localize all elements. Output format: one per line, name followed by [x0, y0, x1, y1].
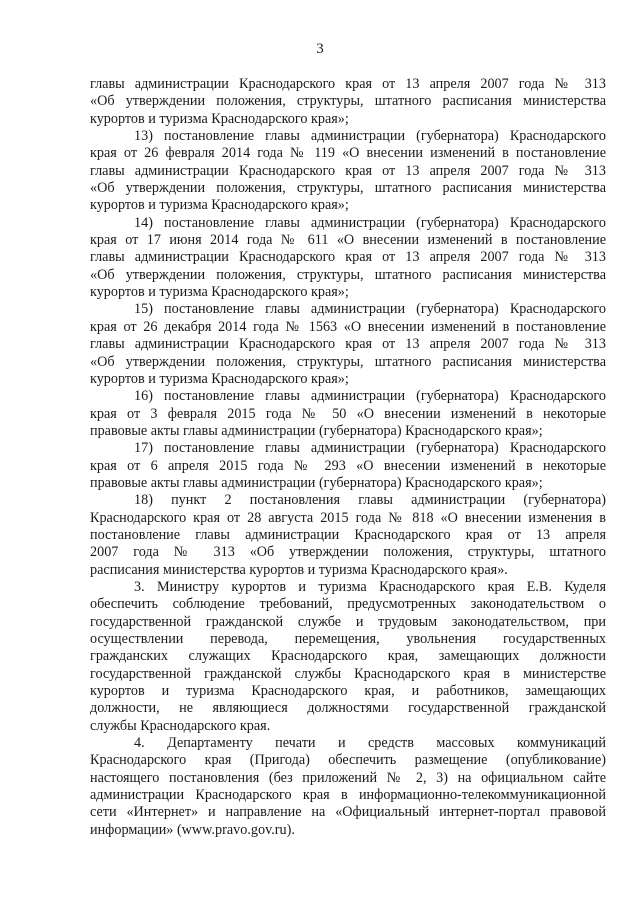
text-line: службы Краснодарского края.	[90, 717, 271, 734]
text-line: правовые акты главы администрации (губернатора) Краснодарского края»;	[90, 474, 543, 491]
paragraph	[90, 735, 606, 839]
text-line: курортов и туризма Краснодарского края»;	[90, 197, 349, 214]
text-line: курортов и туризма Краснодарского края»;	[90, 110, 349, 127]
text-line: края от 6 апреля 2015 года № 293 «О внесении изменений в некоторые	[90, 457, 606, 474]
text-line: «Об утверждении положения, структуры, штатного расписания министерства	[90, 353, 606, 370]
text-line: 15) постановление главы администрации (губернатора) Краснодарского	[134, 301, 606, 318]
text-line: 13) постановление главы администрации (губернатора) Краснодарского	[134, 128, 606, 145]
text-line: края от 3 февраля 2015 года № 50 «О внесении изменений в некоторые	[90, 405, 606, 422]
paragraph	[90, 215, 606, 302]
text-line: Краснодарского края от 28 августа 2015 года № 818 «О внесении изменения в	[90, 509, 606, 526]
text-line: государственной гражданской службы Краснодарского края в министерстве	[90, 665, 606, 682]
text-line: «Об утверждении положения, структуры, штатного расписания министерства	[90, 266, 606, 283]
text-line: «Об утверждении положения, структуры, штатного расписания министерства	[90, 180, 606, 197]
text-line: края от 26 декабря 2014 года № 1563 «О внесении изменений в постановление	[90, 318, 606, 335]
text-line: сети «Интернет» и направление на «Официальный интернет-портал правовой	[90, 804, 606, 821]
text-line: должности, не являющиеся должностями государственной гражданской	[90, 700, 606, 717]
text-line: гражданских служащих Краснодарского края, замещающих должности	[90, 648, 606, 665]
paragraph	[90, 128, 606, 215]
text-line: главы администрации Краснодарского края от 13 апреля 2007 года № 313	[90, 162, 606, 179]
text-line: главы администрации Краснодарского края от 13 апреля 2007 года № 313	[90, 249, 606, 266]
page-number: 3	[316, 41, 324, 57]
paragraph	[90, 76, 606, 128]
text-line: администрации Краснодарского края в информационно-телекоммуникационной	[90, 787, 606, 804]
text-line: курортов и туризма Краснодарского края»;	[90, 284, 349, 301]
text-line: 17) постановление главы администрации (губернатора) Краснодарского	[134, 440, 606, 457]
text-line: 4. Департаменту печати и средств массовых коммуникаций	[134, 735, 606, 752]
text-line: края от 17 июня 2014 года № 611 «О внесении изменений в постановление	[90, 232, 606, 249]
text-line: главы администрации Краснодарского края от 13 апреля 2007 года № 313	[90, 76, 606, 92]
text-line: информации» (www.pravo.gov.ru).	[90, 821, 295, 838]
paragraph	[90, 301, 606, 388]
text-line: 2007 года № 313 «Об утверждении положения, структуры, штатного	[90, 544, 606, 561]
paragraph	[90, 388, 606, 440]
paragraph	[90, 579, 606, 735]
text-line: главы администрации Краснодарского края от 13 апреля 2007 года № 313	[90, 336, 606, 353]
text-line: постановление главы администрации Краснодарского края от 13 апреля	[90, 526, 606, 543]
text-line: курортов и туризма Краснодарского края»;	[90, 370, 349, 387]
text-line: правовые акты главы администрации (губернатора) Краснодарского края»;	[90, 422, 543, 439]
text-line: 16) постановление главы администрации (губернатора) Краснодарского	[134, 388, 606, 405]
text-line: обеспечить соблюдение требований, предусмотренных законодательством о	[90, 596, 606, 613]
paragraph	[90, 440, 606, 492]
text-line: осуществлении перевода, перемещения, увольнения государственных	[90, 631, 606, 647]
text-line: края от 26 февраля 2014 года № 119 «О внесении изменений в постановление	[90, 145, 606, 162]
text-line: Краснодарского края (Пригода) обеспечить размещение (опубликование)	[90, 752, 606, 769]
text-line: 14) постановление главы администрации (губернатора) Краснодарского	[134, 214, 606, 231]
text-line: 3. Министру курортов и туризма Краснодарского края Е.В. Куделя	[134, 578, 606, 595]
text-line: 18) пункт 2 постановления главы администрации (губернатора)	[134, 492, 606, 509]
document-body	[90, 76, 606, 839]
text-line: «Об утверждении положения, структуры, штатного расписания министерства	[90, 93, 606, 110]
text-line: настоящего постановления (без приложений № 2, 3) на официальном сайте	[90, 769, 606, 786]
paragraph	[90, 492, 606, 579]
text-line: курортов и туризма Краснодарского края, и работников, замещающих	[90, 683, 606, 700]
text-line: расписания министерства курортов и туризма Краснодарского края».	[90, 561, 508, 578]
text-line: государственной гражданской службе и трудовым законодательством, при	[90, 613, 606, 630]
